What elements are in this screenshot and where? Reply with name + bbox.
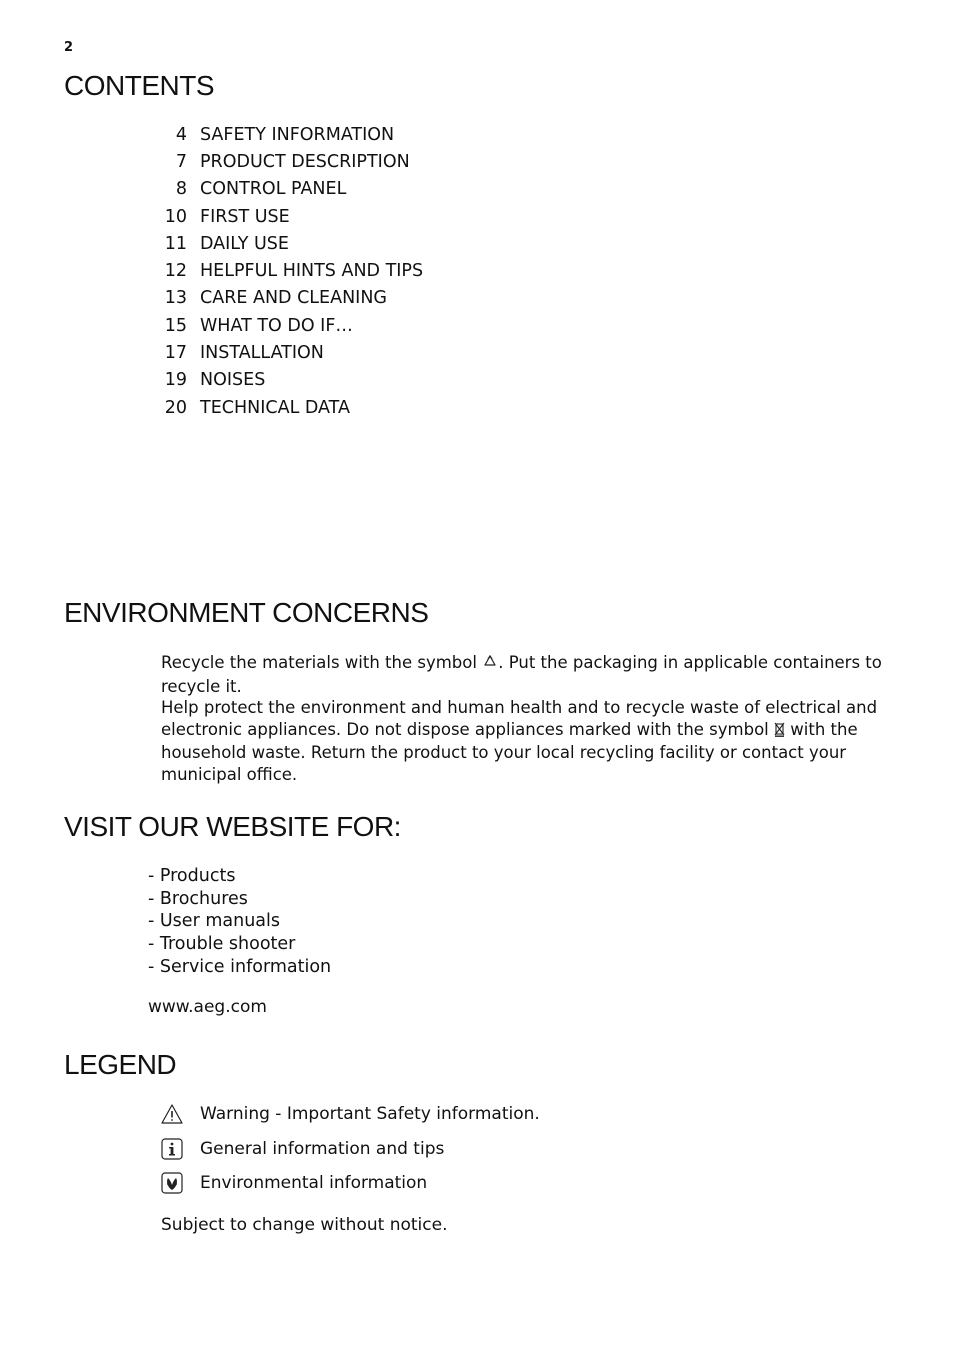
legend-heading: LEGEND — [64, 1049, 177, 1080]
warning-icon — [160, 1102, 184, 1126]
toc-entry[interactable] — [150, 339, 650, 366]
toc-title: DAILY USE — [200, 233, 289, 254]
recycle-text-start: Recycle the materials with the symbol — [161, 653, 477, 672]
toc-page-number: 17 — [164, 343, 187, 364]
website-link[interactable]: www.aeg.com — [148, 997, 267, 1017]
toc-entry[interactable] — [150, 203, 650, 230]
weee-paragraph — [161, 697, 891, 785]
toc-page-number: 15 — [164, 315, 187, 336]
toc-title: PRODUCT DESCRIPTION — [200, 151, 410, 172]
toc-title: TECHNICAL DATA — [200, 397, 350, 418]
recycle-icon — [482, 654, 498, 676]
website-heading: VISIT OUR WEBSITE FOR: — [64, 811, 401, 842]
list-item: - Trouble shooter — [148, 934, 296, 955]
toc-page-number: 12 — [164, 261, 187, 282]
environment-icon — [160, 1171, 184, 1195]
notice-text: Subject to change without notice. — [161, 1215, 448, 1235]
toc-entry[interactable] — [150, 148, 650, 175]
toc-title: SAFETY INFORMATION — [200, 124, 395, 145]
table-of-contents — [150, 121, 650, 421]
toc-title: CARE AND CLEANING — [200, 288, 387, 309]
toc-entry[interactable] — [150, 285, 650, 312]
website-list — [148, 865, 331, 979]
toc-page-number: 20 — [164, 397, 187, 418]
toc-title: WHAT TO DO IF… — [200, 315, 353, 336]
crossed-bin-icon — [774, 721, 785, 743]
toc-title: CONTROL PANEL — [200, 179, 347, 200]
toc-title: NOISES — [200, 370, 266, 391]
recycle-paragraph — [161, 652, 891, 697]
toc-page-number: 7 — [175, 151, 187, 172]
legend-text: General information and tips — [200, 1139, 445, 1159]
recycle-text-end: . Put the packaging in applicable containers to recycle it. — [161, 653, 882, 696]
info-icon — [160, 1137, 184, 1161]
toc-title: FIRST USE — [200, 206, 290, 227]
toc-entry[interactable] — [150, 367, 650, 394]
toc-page-number: 11 — [164, 233, 187, 254]
contents-heading: CONTENTS — [64, 70, 214, 101]
toc-entry[interactable] — [150, 121, 650, 148]
legend-text: Environmental information — [200, 1173, 428, 1193]
toc-page-number: 10 — [164, 206, 187, 227]
legend-item-warning — [160, 1102, 540, 1126]
weee-text-start: Help protect the environment and human health and to recycle waste of electrical and electronic appliances. Do not dispose appliances marked with the symbol — [161, 698, 878, 739]
environment-text — [161, 652, 891, 785]
legend-item-environment — [160, 1171, 427, 1195]
toc-page-number: 19 — [164, 370, 187, 391]
legend-text: Warning - Important Safety information. — [200, 1104, 540, 1124]
list-item: - Products — [148, 866, 236, 886]
toc-page-number: 8 — [175, 179, 187, 200]
list-item: - Service information — [148, 956, 332, 977]
list-item: - User manuals — [148, 911, 280, 932]
toc-entry[interactable] — [150, 257, 650, 284]
toc-entry[interactable] — [150, 394, 650, 421]
environment-heading: ENVIRONMENT CONCERNS — [64, 597, 429, 628]
list-item: - Brochures — [148, 888, 248, 909]
toc-entry[interactable] — [150, 312, 650, 339]
toc-title: HELPFUL HINTS AND TIPS — [200, 261, 424, 282]
page-number: 2 — [64, 40, 74, 55]
legend-item-info — [160, 1137, 444, 1161]
toc-entry[interactable] — [150, 230, 650, 257]
toc-page-number: 4 — [175, 124, 187, 145]
toc-page-number: 13 — [164, 288, 187, 309]
toc-entry[interactable] — [150, 176, 650, 203]
weee-text-end: with the household waste. Return the product to your local recycling facility or contact your municipal office. — [161, 719, 858, 784]
toc-title: INSTALLATION — [200, 343, 324, 364]
